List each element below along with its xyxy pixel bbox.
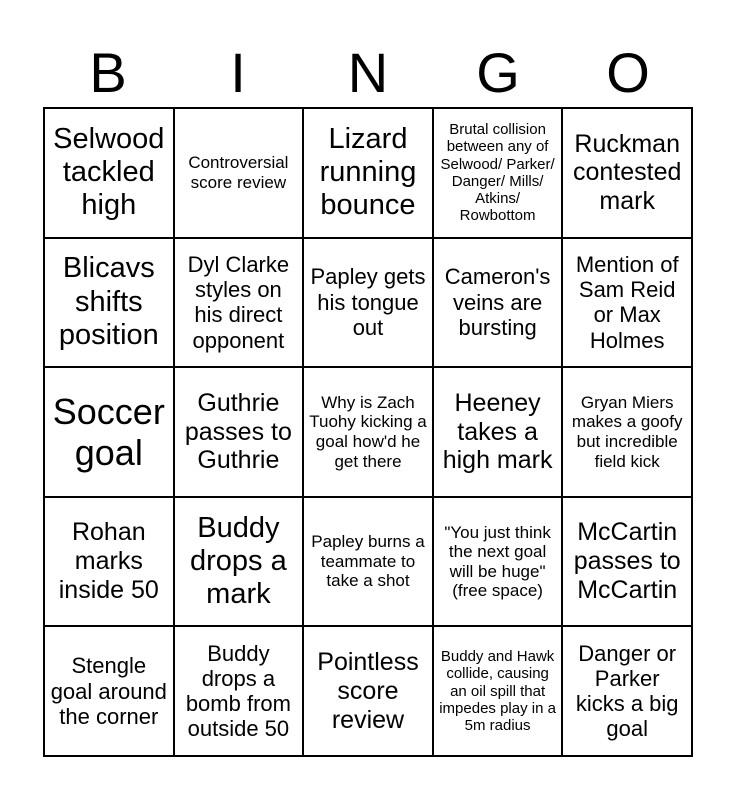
header-letter-i: I [230,41,246,104]
bingo-cell[interactable] [303,238,433,368]
bingo-cell[interactable] [174,626,304,756]
bingo-cell[interactable] [433,238,563,368]
cell-text: Buddy drops a mark [190,511,287,611]
cell-text: Ruckman contested mark [572,129,682,216]
bingo-cell[interactable] [174,497,304,627]
bingo-cell[interactable] [433,626,563,756]
bingo-cell[interactable] [562,108,692,238]
header-letter-b: B [89,41,127,104]
bingo-cell[interactable] [303,108,433,238]
bingo-cell[interactable] [44,108,174,238]
cell-text: Blicavs shifts position [58,252,159,352]
cell-text: McCartin passes to McCartin [573,518,681,604]
bingo-cell[interactable] [562,626,692,756]
bingo-cell[interactable] [562,497,692,627]
header-letter-n: N [347,41,389,104]
cell-text: Cameron's veins are bursting [444,264,551,341]
bingo-cell[interactable] [174,367,304,497]
bingo-cell[interactable] [303,497,433,627]
bingo-header [43,38,693,108]
cell-text: Soccer goal [52,390,165,473]
cell-text: Mention of Sam Reid or Max Holmes [575,251,679,353]
cell-text: Papley gets his tongue out [310,264,426,341]
cell-text: Dyl Clarke styles on his direct opponent [187,251,290,353]
bingo-cell[interactable] [44,238,174,368]
cell-text: Rohan marks inside 50 [58,518,159,604]
cell-text: Gryan Miers makes a goofy but incredible field kick [571,392,683,471]
cell-text: Danger or Parker kicks a big goal [575,640,679,742]
cell-text: Why is Zach Tuohy kicking a goal how'd he get there [309,392,427,471]
cell-text: Selwood tackled high [53,122,165,222]
cell-text: Lizard running bounce [319,122,417,222]
bingo-cell[interactable] [44,626,174,756]
cell-text: Guthrie passes to Guthrie [184,388,292,475]
cell-text: Brutal collision between any of Selwood/ Parker/ Danger/ Mills/ Atkins/ Rowbottom [440,121,555,225]
header-letter-g: G [476,41,520,104]
bingo-cell[interactable] [303,626,433,756]
bingo-cell[interactable] [433,367,563,497]
cell-text: "You just think the next goal will be huge" (free space) [444,522,551,601]
bingo-cell[interactable] [44,497,174,627]
cell-text: Heeney takes a high mark [442,388,553,475]
cell-text: Buddy and Hawk collide, causing an oil spill that impedes play in a 5m radius [439,648,556,735]
bingo-cell[interactable] [562,367,692,497]
cell-text: Stengle goal around the corner [50,653,167,729]
cell-text: Papley burns a teammate to take a shot [311,532,425,591]
bingo-cell[interactable] [433,497,563,627]
bingo-cell[interactable] [433,108,563,238]
cell-text: Buddy drops a bomb from outside 50 [185,640,291,742]
bingo-cell[interactable] [174,238,304,368]
bingo-grid [43,107,693,757]
cell-text: Controversial score review [188,153,289,192]
header-letter-o: O [606,41,650,104]
bingo-cell[interactable] [562,238,692,368]
cell-text: Pointless score review [317,648,419,734]
bingo-cell[interactable] [303,367,433,497]
bingo-cell[interactable] [44,367,174,497]
bingo-cell[interactable] [174,108,304,238]
